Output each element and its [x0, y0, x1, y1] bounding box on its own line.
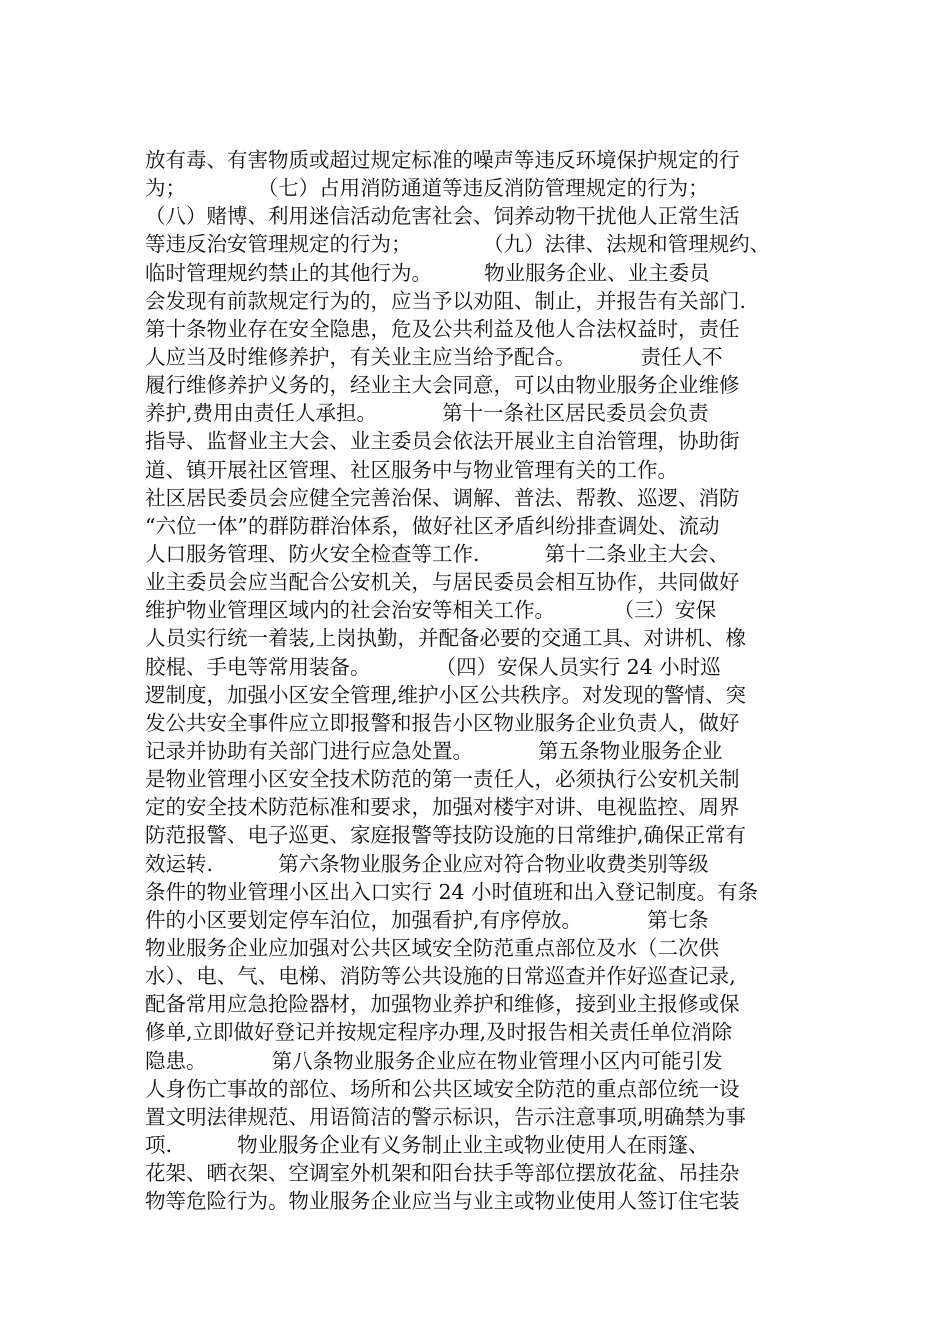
text-line: 履行维修养护义务的，经业主大会同意，可以由物业服务企业维修 — [145, 373, 740, 398]
text-line: 水）、电、气、电梯、消防等公共设施的日常巡查并作好巡查记录, — [145, 964, 736, 989]
text-line: 为； （七）占用消防通道等违反消防管理规定的行为； — [145, 176, 709, 201]
text-line: 效运转. 第六条物业服务企业应对符合物业收费类别等级 — [145, 851, 709, 876]
text-line: 隐患。 第八条物业服务企业应在物业管理小区内可能引发 — [145, 1048, 723, 1073]
text-line: 物业服务企业应加强对公共区域安全防范重点部位及水（二次供 — [145, 935, 719, 960]
text-line: 养护,费用由责任人承担。 第十一条社区居民委员会负责 — [145, 401, 709, 426]
text-line: 发公共安全事件应立即报警和报告小区物业服务企业负责人，做好 — [145, 710, 740, 735]
text-line: 第十条物业存在安全隐患，危及公共利益及他人合法权益时，责任 — [145, 316, 740, 341]
text-line: 业主委员会应当配合公安机关，与居民委员会相互协作，共同做好 — [145, 570, 740, 595]
text-line: 件的小区要划定停车泊位，加强看护,有序停放。 第七条 — [145, 907, 709, 932]
text-line: 置文明法律规范、用语简洁的警示标识，告示注意事项,明确禁为事 — [145, 1104, 747, 1129]
text-line: 条件的物业管理小区出入口实行 24 小时值班和出入登记制度。有条 — [145, 879, 759, 904]
body-text — [145, 146, 815, 1215]
text-line: 放有毒、有害物质或超过规定标准的噪声等违反环境保护规定的行 — [145, 148, 740, 172]
text-line: 修单,立即做好登记并按规定程序办理,及时报告相关责任单位消除 — [145, 1020, 733, 1045]
text-line: 指导、监督业主大会、业主委员会依法开展业主自治管理，协助街 — [145, 429, 740, 454]
text-line: 记录并协助有关部门进行应急处置。 第五条物业服务企业 — [145, 738, 723, 763]
text-line: 配备常用应急抢险器材，加强物业养护和维修，接到业主报修或保 — [145, 992, 740, 1017]
text-line: 人身伤亡事故的部位、场所和公共区域安全防范的重点部位统一设 — [145, 1076, 740, 1101]
text-line: 人口服务管理、防火安全检查等工作. 第十二条业主大会、 — [145, 541, 730, 566]
text-line: （八）赌博、利用迷信活动危害社会、饲养动物干扰他人正常生活 — [145, 204, 740, 229]
text-line: 防范报警、电子巡更、家庭报警等技防设施的日常维护,确保正常有 — [145, 823, 747, 848]
text-line: 逻制度，加强小区安全管理,维护小区公共秩序。对发现的警情、突 — [145, 682, 747, 707]
text-line: 维护物业管理区域内的社会治安等相关工作。 （三）安保 — [145, 598, 717, 623]
text-line: 花架、晒衣架、空调室外机架和阳台扶手等部位摆放花盆、吊挂杂 — [145, 1161, 740, 1186]
text-line: 临时管理规约禁止的其他行为。 物业服务企业、业主委员 — [145, 260, 710, 285]
text-line: 胶棍、手电等常用装备。 （四）安保人员实行 24 小时巡 — [145, 654, 721, 679]
text-line: 物等危险行为。物业服务企业应当与业主或物业使用人签订住宅装 — [145, 1189, 740, 1214]
text-line: 道、镇开展社区管理、社区服务中与物业管理有关的工作。 — [145, 457, 678, 482]
text-line: 定的安全技术防范标准和要求，加强对楼宇对讲、电视监控、周界 — [145, 795, 740, 820]
text-line: 人应当及时维修养护，有关业主应当给予配合。 责任人不 — [145, 344, 723, 369]
text-line: 等违反治安管理规定的行为； （九）法律、法规和管理规约、 — [145, 232, 771, 257]
text-line: 项. 物业服务企业有义务制止业主或物业使用人在雨篷、 — [145, 1132, 709, 1157]
text-line: “六位一体”的群防群治体系，做好社区矛盾纠纷排查调处、流动 — [145, 513, 720, 538]
text-line: 会发现有前款规定行为的，应当予以劝阻、制止，并报告有关部门. — [145, 288, 747, 313]
text-line: 人员实行统一着装,上岗执勤，并配备必要的交通工具、对讲机、橡 — [145, 626, 747, 651]
text-line: 社区居民委员会应健全完善治保、调解、普法、帮教、巡逻、消防 — [145, 485, 740, 510]
text-line: 是物业管理小区安全技术防范的第一责任人，必须执行公安机关制 — [145, 767, 740, 792]
